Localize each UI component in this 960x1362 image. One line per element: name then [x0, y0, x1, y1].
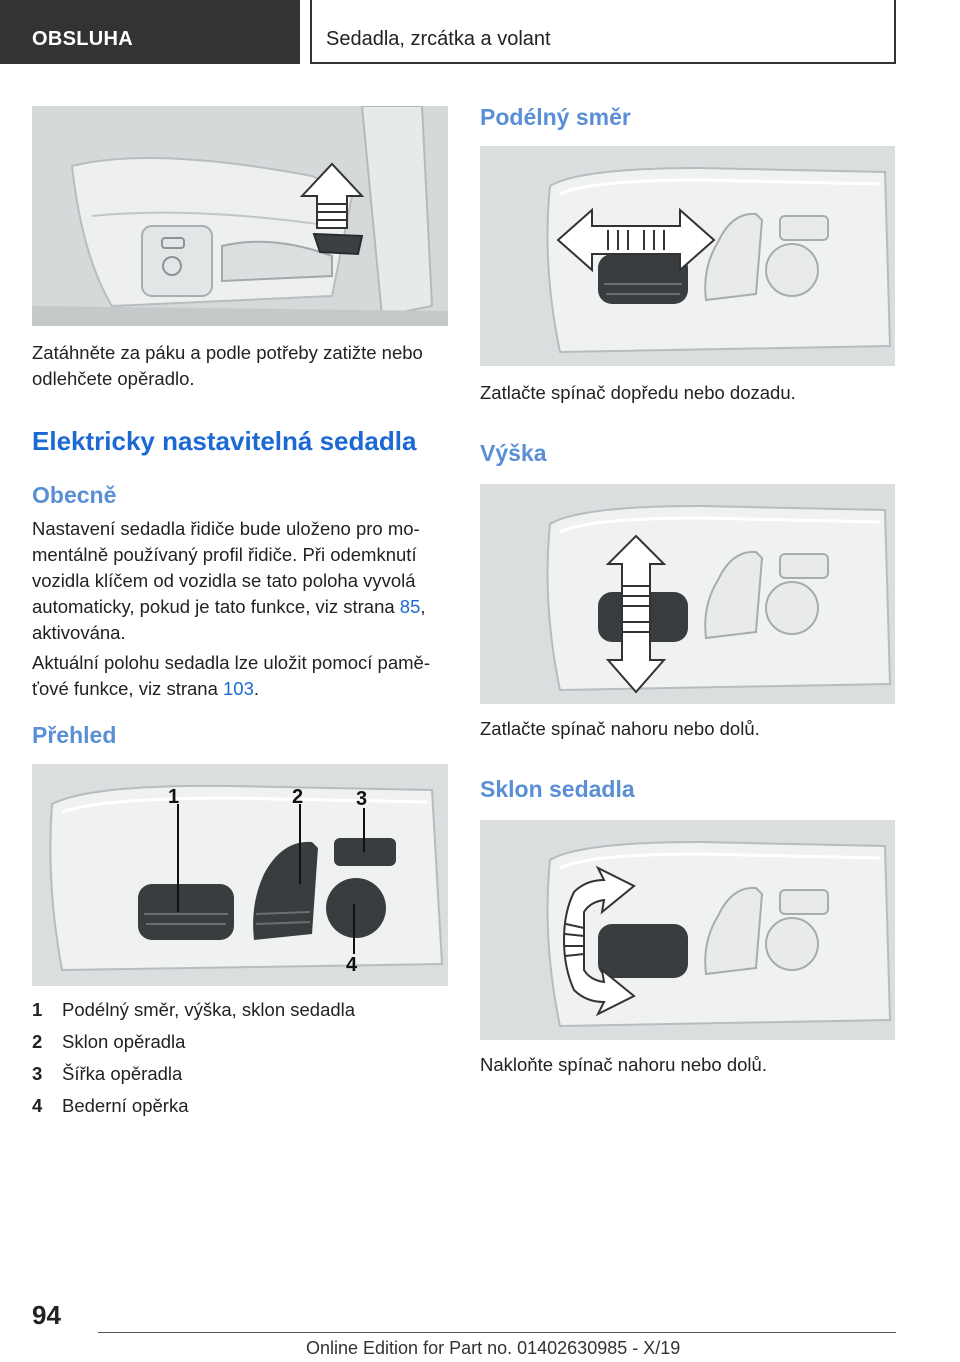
header-section-label: OBSLUHA	[32, 28, 133, 50]
general-paragraph-2: Aktuální polohu sedadla lze uložit pomocí paměťové funkce, viz strana 103.	[32, 652, 430, 699]
page-link-85[interactable]: 85	[399, 596, 421, 617]
general-paragraph-1: Nastavení sedadla řidiče bude uloženo pro momentálně používaný profil řidiče. Při odemknutí vozidla klíčem od vozidla se tato poloha vyvolá automaticky, pokud je tato funkce, viz strana 85, aktivována.	[32, 518, 426, 643]
callout-2: 2	[292, 786, 304, 808]
figure-height	[480, 484, 895, 704]
heading-overview: Přehled	[32, 722, 117, 748]
callout-3: 3	[356, 788, 368, 810]
caption-longitudinal: Zatlačte spínač dopředu nebo dozadu.	[480, 382, 796, 403]
caption-seat-tilt: Nakloňte spínač nahoru nebo dolů.	[480, 1054, 767, 1075]
heading-general: Obecně	[32, 482, 117, 508]
list-item: 1 Podélný směr, výška, sklon sedadla	[32, 999, 356, 1020]
heading-height: Výška	[480, 440, 547, 466]
overview-legend-list	[32, 996, 442, 1124]
page-number: 94	[32, 1300, 61, 1330]
callout-4: 4	[346, 954, 358, 976]
list-item: 3 Šířka opěradla	[32, 1063, 183, 1084]
header-chapter-label: Sedadla, zrcátka a volant	[326, 28, 551, 50]
caption-height: Zatlačte spínač nahoru nebo dolů.	[480, 718, 760, 739]
footer-divider	[98, 1332, 896, 1333]
figure-backrest-lever	[32, 106, 448, 326]
heading-seat-tilt: Sklon sedadla	[480, 776, 635, 802]
figure-overview-switches	[32, 764, 448, 986]
heading-electric-seats: Elektricky nastavitelná sedadla	[32, 426, 417, 456]
footer-edition: Online Edition for Part no. 01402630985 - X/19	[306, 1338, 681, 1358]
list-item: 2 Sklon opěradla	[32, 1031, 186, 1052]
callout-1: 1	[168, 786, 180, 808]
header-chapter-box	[310, 0, 896, 64]
page-link-103[interactable]: 103	[223, 678, 254, 699]
caption-backrest: Zatáhněte za páku a podle potřeby zatižte nebo odlehčete opěradlo.	[32, 342, 423, 389]
figure-longitudinal	[480, 146, 895, 366]
heading-longitudinal: Podélný směr	[480, 104, 631, 130]
figure-seat-tilt	[480, 820, 895, 1040]
header-section-tab	[0, 0, 300, 64]
list-item: 4 Bederní opěrka	[32, 1095, 189, 1116]
